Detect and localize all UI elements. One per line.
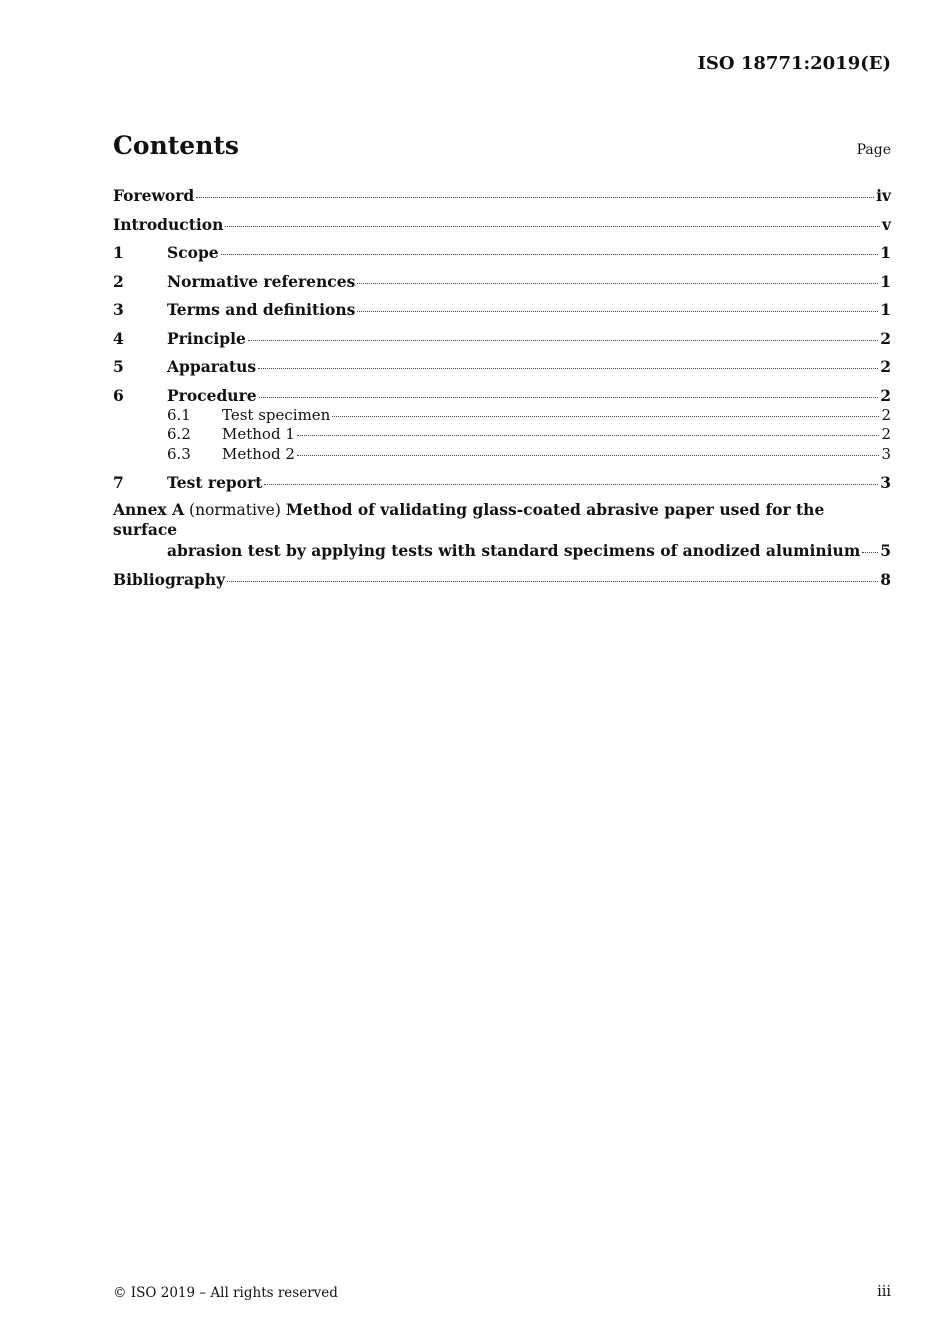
toc-entry-annex-a[interactable] <box>113 500 891 561</box>
contents-title: Contents <box>113 131 240 160</box>
dot-leader <box>332 416 879 417</box>
toc-title: Method 1 <box>222 425 295 443</box>
dot-leader <box>248 340 878 341</box>
toc-entry-scope[interactable] <box>113 242 891 263</box>
annex-label: Annex A <box>113 500 185 519</box>
toc-entry-test-report[interactable] <box>113 472 891 493</box>
toc-page: 2 <box>880 357 891 376</box>
toc-entry-foreword[interactable] <box>113 185 891 206</box>
dot-leader <box>227 581 878 582</box>
toc-title: Test report <box>167 472 263 492</box>
dot-leader <box>259 397 879 398</box>
dot-leader <box>258 368 878 369</box>
toc-entry-apparatus[interactable] <box>113 356 891 377</box>
toc-title: Apparatus <box>167 357 257 376</box>
toc-title: Introduction <box>113 214 224 234</box>
toc-page: 1 <box>880 300 891 319</box>
toc-entry-introduction[interactable] <box>113 214 891 235</box>
toc-entry-procedure[interactable] <box>113 385 891 406</box>
toc-number: 2 <box>113 271 124 291</box>
toc-page: 2 <box>880 385 891 405</box>
toc-page: 2 <box>881 405 891 424</box>
toc-entry-principle[interactable] <box>113 328 891 349</box>
toc-page: 3 <box>881 444 891 463</box>
toc-page: 1 <box>880 271 891 291</box>
toc-title: Bibliography <box>113 569 226 589</box>
table-of-contents <box>113 185 891 590</box>
toc-page: v <box>881 214 891 234</box>
dot-leader <box>264 484 878 485</box>
annex-title-row <box>113 540 891 561</box>
toc-number: 4 <box>113 328 124 348</box>
toc-entry-terms-and-definitions[interactable] <box>113 299 891 320</box>
toc-number: 5 <box>113 357 124 376</box>
footer-page-number: iii <box>877 1284 891 1300</box>
page-column-label: Page <box>856 142 891 158</box>
toc-number: 6 <box>113 385 124 405</box>
toc-number: 7 <box>113 472 124 492</box>
toc-number: 3 <box>113 300 124 319</box>
dot-leader <box>196 197 874 198</box>
toc-title: Foreword <box>113 186 195 205</box>
toc-entry-bibliography[interactable] <box>113 569 891 590</box>
annex-heading-line <box>113 500 891 540</box>
annex-title-line2: abrasion test by applying tests with standard specimens of anodized aluminium <box>167 541 861 560</box>
toc-title: Test specimen <box>222 405 331 424</box>
dot-leader <box>297 455 880 456</box>
dot-leader <box>221 254 879 255</box>
toc-page: 8 <box>880 569 891 589</box>
toc-title: Terms and definitions <box>167 300 356 319</box>
annex-title-line1: Method of validating glass-coated abrasive paper used for the surface <box>113 500 825 539</box>
toc-number: 6.1 <box>167 405 191 424</box>
toc-title: Method 2 <box>222 444 295 463</box>
dot-leader <box>297 435 880 436</box>
toc-number: 6.3 <box>167 444 191 463</box>
toc-number: 6.2 <box>167 425 191 443</box>
toc-title: Normative references <box>167 271 356 291</box>
toc-title: Principle <box>167 328 246 348</box>
dot-leader <box>862 552 878 553</box>
toc-page: 2 <box>880 328 891 348</box>
toc-page: 3 <box>880 472 891 492</box>
document-id: ISO 18771:2019(E) <box>697 53 891 74</box>
toc-page: iv <box>876 186 891 205</box>
footer-copyright: © ISO 2019 – All rights reserved <box>113 1285 338 1301</box>
toc-title: Procedure <box>167 385 257 405</box>
toc-number: 1 <box>113 243 124 262</box>
toc-entry-method-1[interactable] <box>113 425 891 445</box>
toc-page: 2 <box>881 425 891 443</box>
dot-leader <box>357 283 878 284</box>
dot-leader <box>357 311 878 312</box>
toc-entry-normative-references[interactable] <box>113 271 891 292</box>
toc-entry-test-specimen[interactable] <box>113 406 891 426</box>
annex-type: (normative) <box>189 501 281 519</box>
toc-page: 1 <box>880 243 891 262</box>
toc-entry-method-2[interactable] <box>113 445 891 465</box>
dot-leader <box>225 226 880 227</box>
toc-page: 5 <box>880 541 891 560</box>
toc-title: Scope <box>167 243 219 262</box>
